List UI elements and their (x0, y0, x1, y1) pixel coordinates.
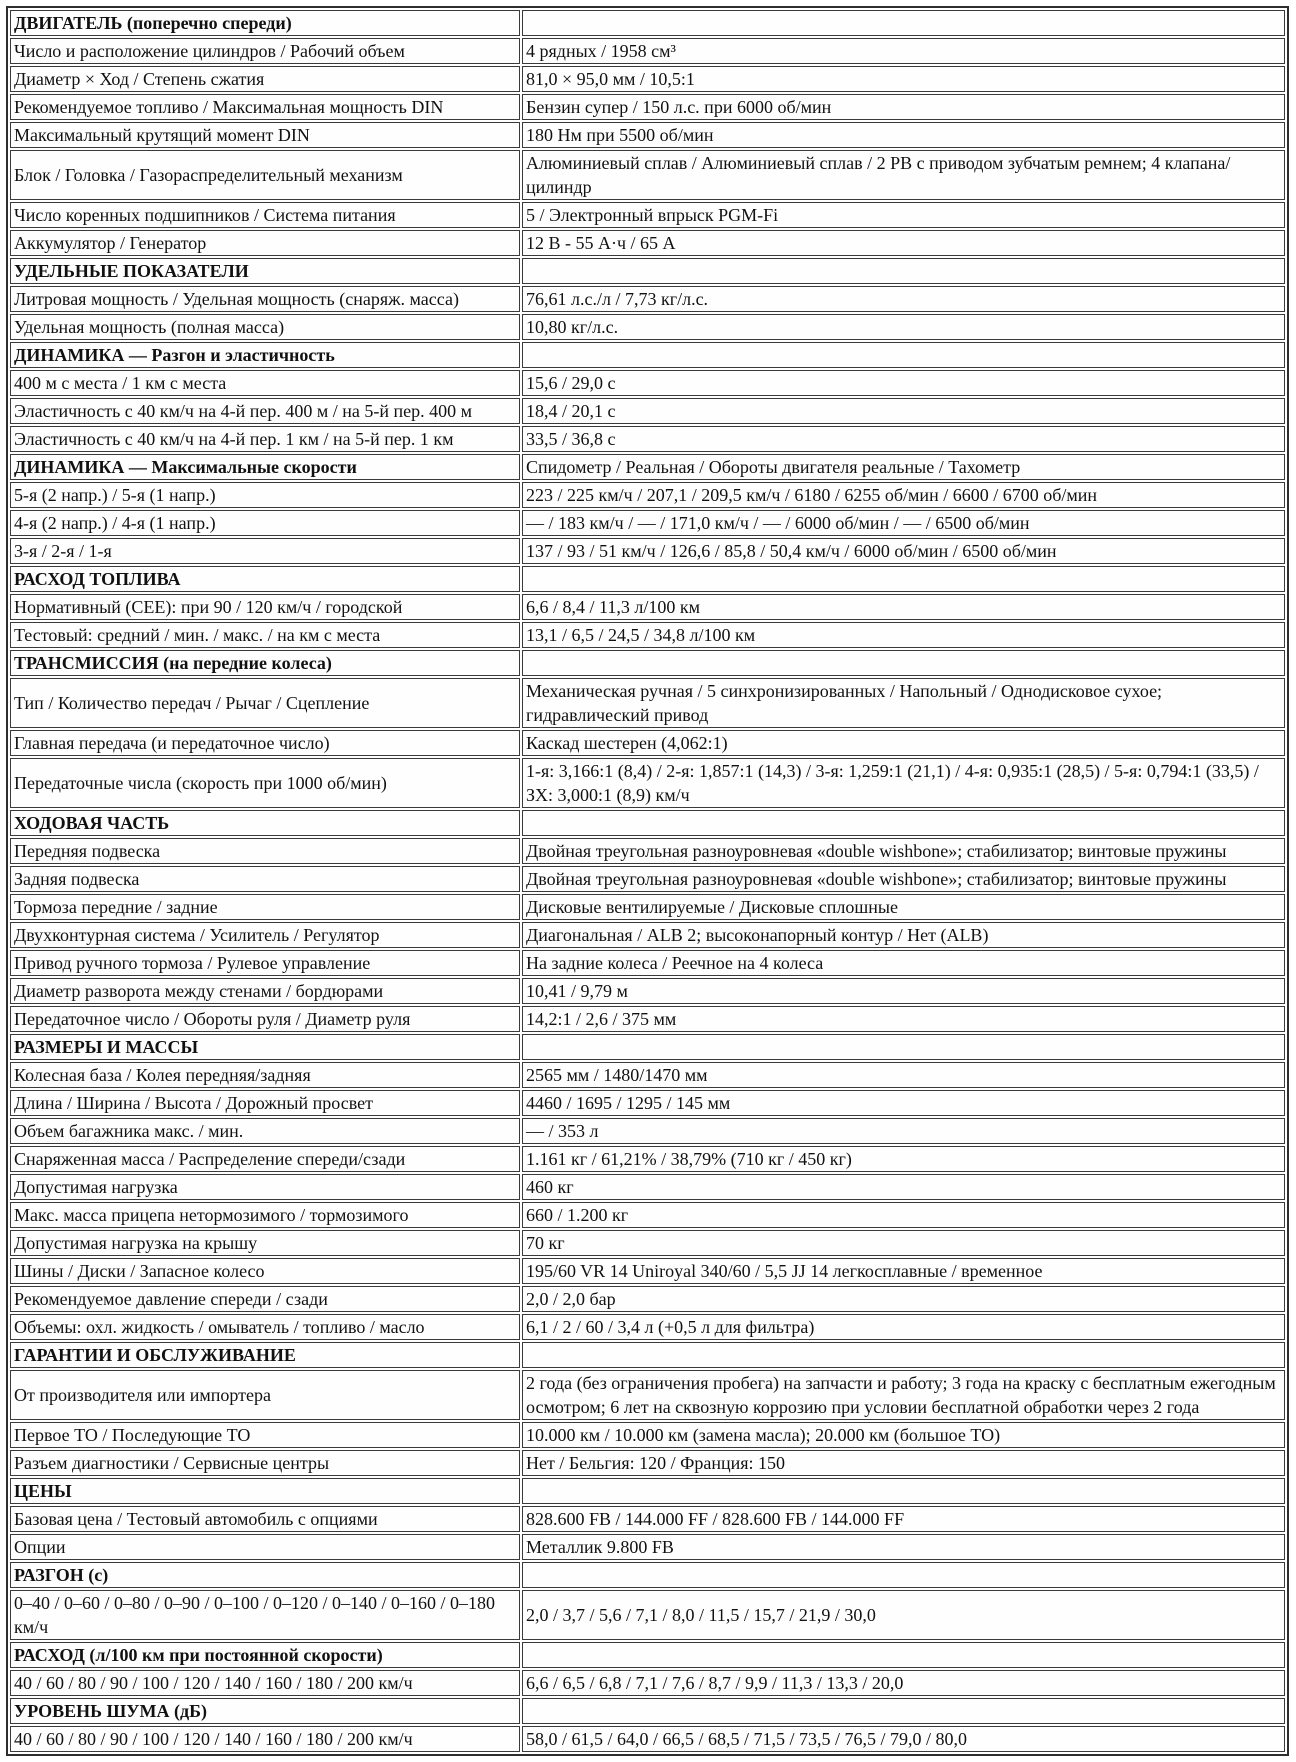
table-row (10, 950, 1285, 976)
spec-value: 5 / Электронный впрыск PGM-Fi (522, 202, 1285, 228)
table-row (10, 538, 1285, 564)
section-title: ДИНАМИКА — Разгон и эластичность (10, 342, 520, 368)
section-title: ДВИГАТЕЛЬ (поперечно спереди) (10, 10, 520, 36)
spec-label: Рекомендуемое давление спереди / сзади (10, 1286, 520, 1312)
section-title: ГАРАНТИИ И ОБСЛУЖИВАНИЕ (10, 1342, 520, 1368)
spec-label: 4-я (2 напр.) / 4-я (1 напр.) (10, 510, 520, 536)
spec-label: Диаметр × Ход / Степень сжатия (10, 66, 520, 92)
table-row (10, 1146, 1285, 1172)
section-row (10, 1642, 1285, 1668)
section-row (10, 342, 1285, 368)
spec-label: Допустимая нагрузка (10, 1174, 520, 1200)
spec-label: Разъем диагностики / Сервисные центры (10, 1450, 520, 1476)
section-title: ХОДОВАЯ ЧАСТЬ (10, 810, 520, 836)
spec-value (522, 566, 1285, 592)
spec-label: Двухконтурная система / Усилитель / Регулятор (10, 922, 520, 948)
table-row (10, 894, 1285, 920)
table-row (10, 1590, 1285, 1640)
spec-value: Двойная треугольная разноуровневая «double wishbone»; стабилизатор; винтовые пружины (522, 866, 1285, 892)
spec-label: Число и расположение цилиндров / Рабочий объем (10, 38, 520, 64)
table-row (10, 1258, 1285, 1284)
spec-value: 4 рядных / 1958 см³ (522, 38, 1285, 64)
table-row (10, 314, 1285, 340)
spec-value (522, 1562, 1285, 1588)
table-row (10, 202, 1285, 228)
spec-value (522, 1034, 1285, 1060)
spec-value: 137 / 93 / 51 км/ч / 126,6 / 85,8 / 50,4 км/ч / 6000 об/мин / 6500 об/мин (522, 538, 1285, 564)
spec-value (522, 10, 1285, 36)
spec-label: Нормативный (CEE): при 90 / 120 км/ч / городской (10, 594, 520, 620)
spec-value: 58,0 / 61,5 / 64,0 / 66,5 / 68,5 / 71,5 / 73,5 / 76,5 / 79,0 / 80,0 (522, 1726, 1285, 1752)
spec-label: Литровая мощность / Удельная мощность (снаряж. масса) (10, 286, 520, 312)
spec-value: 2 года (без ограничения пробега) на запчасти и работу; 3 года на краску с бесплатным ежегодным осмотром; 6 лет на сквозную коррозию при условии бесплатной обработки через 2 года (522, 1370, 1285, 1420)
section-row (10, 810, 1285, 836)
section-title: РАЗМЕРЫ И МАССЫ (10, 1034, 520, 1060)
section-row (10, 454, 1285, 480)
table-row (10, 1230, 1285, 1256)
table-row (10, 1062, 1285, 1088)
section-title: УРОВЕНЬ ШУМА (дБ) (10, 1698, 520, 1724)
spec-value: 2,0 / 3,7 / 5,6 / 7,1 / 8,0 / 11,5 / 15,7 / 21,9 / 30,0 (522, 1590, 1285, 1640)
spec-value: 6,6 / 6,5 / 6,8 / 7,1 / 7,6 / 8,7 / 9,9 / 11,3 / 13,3 / 20,0 (522, 1670, 1285, 1696)
table-row (10, 1670, 1285, 1696)
spec-label: Допустимая нагрузка на крышу (10, 1230, 520, 1256)
section-title: РАСХОД (л/100 км при постоянной скорости) (10, 1642, 520, 1668)
spec-label: 40 / 60 / 80 / 90 / 100 / 120 / 140 / 160 / 180 / 200 км/ч (10, 1726, 520, 1752)
table-row (10, 1506, 1285, 1532)
section-title: ТРАНСМИССИЯ (на передние колеса) (10, 650, 520, 676)
spec-label: Блок / Головка / Газораспределительный механизм (10, 150, 520, 200)
section-row (10, 1478, 1285, 1504)
table-row (10, 758, 1285, 808)
spec-value (522, 1478, 1285, 1504)
section-row (10, 258, 1285, 284)
spec-label: Максимальный крутящий момент DIN (10, 122, 520, 148)
table-row (10, 66, 1285, 92)
spec-label: Эластичность с 40 км/ч на 4-й пер. 400 м / на 5-й пер. 400 м (10, 398, 520, 424)
spec-value: Механическая ручная / 5 синхронизированных / Напольный / Однодисковое сухое; гидравлический привод (522, 678, 1285, 728)
spec-value: 81,0 × 95,0 мм / 10,5:1 (522, 66, 1285, 92)
spec-label: Число коренных подшипников / Система питания (10, 202, 520, 228)
spec-label: Длина / Ширина / Высота / Дорожный просвет (10, 1090, 520, 1116)
spec-value: 33,5 / 36,8 с (522, 426, 1285, 452)
spec-label: 400 м с места / 1 км с места (10, 370, 520, 396)
table-row (10, 370, 1285, 396)
section-row (10, 1034, 1285, 1060)
spec-value: 6,1 / 2 / 60 / 3,4 л (+0,5 л для фильтра) (522, 1314, 1285, 1340)
table-row (10, 1006, 1285, 1032)
table-row (10, 1726, 1285, 1752)
spec-label: Задняя подвеска (10, 866, 520, 892)
spec-value: 70 кг (522, 1230, 1285, 1256)
section-title: УДЕЛЬНЫЕ ПОКАЗАТЕЛИ (10, 258, 520, 284)
spec-value: 10,41 / 9,79 м (522, 978, 1285, 1004)
spec-value: Двойная треугольная разноуровневая «double wishbone»; стабилизатор; винтовые пружины (522, 838, 1285, 864)
spec-value (522, 342, 1285, 368)
section-row (10, 1698, 1285, 1724)
spec-value: Нет / Бельгия: 120 / Франция: 150 (522, 1450, 1285, 1476)
spec-value (522, 650, 1285, 676)
spec-value: 76,61 л.с./л / 7,73 кг/л.с. (522, 286, 1285, 312)
spec-table-body (10, 10, 1285, 1752)
table-row (10, 1422, 1285, 1448)
spec-label: Передаточные числа (скорость при 1000 об/мин) (10, 758, 520, 808)
section-title: РАЗГОН (с) (10, 1562, 520, 1588)
section-title: РАСХОД ТОПЛИВА (10, 566, 520, 592)
table-row (10, 1450, 1285, 1476)
table-row (10, 1286, 1285, 1312)
section-row (10, 1562, 1285, 1588)
spec-value: 1.161 кг / 61,21% / 38,79% (710 кг / 450 кг) (522, 1146, 1285, 1172)
spec-label: Аккумулятор / Генератор (10, 230, 520, 256)
table-row (10, 978, 1285, 1004)
spec-value: 460 кг (522, 1174, 1285, 1200)
spec-label: Удельная мощность (полная масса) (10, 314, 520, 340)
table-row (10, 286, 1285, 312)
table-row (10, 922, 1285, 948)
table-row (10, 398, 1285, 424)
spec-value: 12 В - 55 А·ч / 65 А (522, 230, 1285, 256)
spec-label: Передаточное число / Обороты руля / Диаметр руля (10, 1006, 520, 1032)
spec-value: Спидометр / Реальная / Обороты двигателя реальные / Тахометр (522, 454, 1285, 480)
spec-label: Главная передача (и передаточное число) (10, 730, 520, 756)
spec-value: Алюминиевый сплав / Алюминиевый сплав / 2 РВ с приводом зубчатым ремнем; 4 клапана/цилиндр (522, 150, 1285, 200)
spec-value: 1-я: 3,166:1 (8,4) / 2-я: 1,857:1 (14,3) / 3-я: 1,259:1 (21,1) / 4-я: 0,935:1 (28,5) / 5-я: 0,794:1 (33,5) / ЗХ: 3,000:1 (8,9) км/ч (522, 758, 1285, 808)
spec-value (522, 1642, 1285, 1668)
spec-value: 195/60 VR 14 Uniroyal 340/60 / 5,5 JJ 14 легкосплавные / временное (522, 1258, 1285, 1284)
spec-label: От производителя или импортера (10, 1370, 520, 1420)
table-row (10, 678, 1285, 728)
spec-label: Опции (10, 1534, 520, 1560)
spec-value: — / 353 л (522, 1118, 1285, 1144)
section-row (10, 650, 1285, 676)
spec-label: Первое ТО / Последующие ТО (10, 1422, 520, 1448)
spec-table (6, 6, 1289, 1756)
spec-label: 5-я (2 напр.) / 5-я (1 напр.) (10, 482, 520, 508)
spec-value: 10.000 км / 10.000 км (замена масла); 20.000 км (большое ТО) (522, 1422, 1285, 1448)
spec-label: Шины / Диски / Запасное колесо (10, 1258, 520, 1284)
section-row (10, 566, 1285, 592)
spec-value: — / 183 км/ч / — / 171,0 км/ч / — / 6000 об/мин / — / 6500 об/мин (522, 510, 1285, 536)
spec-value: 4460 / 1695 / 1295 / 145 мм (522, 1090, 1285, 1116)
spec-value: 6,6 / 8,4 / 11,3 л/100 км (522, 594, 1285, 620)
table-row (10, 426, 1285, 452)
spec-value: 14,2:1 / 2,6 / 375 мм (522, 1006, 1285, 1032)
spec-label: Объемы: охл. жидкость / омыватель / топливо / масло (10, 1314, 520, 1340)
spec-value: Дисковые вентилируемые / Дисковые сплошные (522, 894, 1285, 920)
spec-value: 2,0 / 2,0 бар (522, 1286, 1285, 1312)
table-row (10, 838, 1285, 864)
spec-value (522, 1698, 1285, 1724)
section-row (10, 1342, 1285, 1368)
spec-label: Диаметр разворота между стенами / бордюрами (10, 978, 520, 1004)
spec-label: Колесная база / Колея передняя/задняя (10, 1062, 520, 1088)
spec-value: Бензин супер / 150 л.с. при 6000 об/мин (522, 94, 1285, 120)
table-row (10, 594, 1285, 620)
section-row (10, 10, 1285, 36)
spec-label: Рекомендуемое топливо / Максимальная мощность DIN (10, 94, 520, 120)
spec-label: 40 / 60 / 80 / 90 / 100 / 120 / 140 / 160 / 180 / 200 км/ч (10, 1670, 520, 1696)
spec-label: Снаряженная масса / Распределение спереди/сзади (10, 1146, 520, 1172)
table-row (10, 38, 1285, 64)
spec-value: 180 Нм при 5500 об/мин (522, 122, 1285, 148)
spec-label: Передняя подвеска (10, 838, 520, 864)
spec-value: 2565 мм / 1480/1470 мм (522, 1062, 1285, 1088)
spec-value: Металлик 9.800 FB (522, 1534, 1285, 1560)
spec-label: 3-я / 2-я / 1-я (10, 538, 520, 564)
spec-value: Каскад шестерен (4,062:1) (522, 730, 1285, 756)
spec-value: 13,1 / 6,5 / 24,5 / 34,8 л/100 км (522, 622, 1285, 648)
spec-value (522, 1342, 1285, 1368)
section-title: ЦЕНЫ (10, 1478, 520, 1504)
spec-value: 223 / 225 км/ч / 207,1 / 209,5 км/ч / 6180 / 6255 об/мин / 6600 / 6700 об/мин (522, 482, 1285, 508)
table-row (10, 94, 1285, 120)
table-row (10, 866, 1285, 892)
spec-label: Тип / Количество передач / Рычаг / Сцепление (10, 678, 520, 728)
spec-value: На задние колеса / Реечное на 4 колеса (522, 950, 1285, 976)
spec-label: Тормоза передние / задние (10, 894, 520, 920)
table-row (10, 1202, 1285, 1228)
spec-value: 828.600 FB / 144.000 FF / 828.600 FB / 144.000 FF (522, 1506, 1285, 1532)
spec-label: Объем багажника макс. / мин. (10, 1118, 520, 1144)
spec-value: 18,4 / 20,1 с (522, 398, 1285, 424)
table-row (10, 1314, 1285, 1340)
spec-label: Тестовый: средний / мин. / макс. / на км с места (10, 622, 520, 648)
spec-label: Базовая цена / Тестовый автомобиль с опциями (10, 1506, 520, 1532)
table-row (10, 730, 1285, 756)
section-title: ДИНАМИКА — Максимальные скорости (10, 454, 520, 480)
spec-label: Привод ручного тормоза / Рулевое управление (10, 950, 520, 976)
spec-label: Макс. масса прицепа нетормозимого / тормозимого (10, 1202, 520, 1228)
table-row (10, 1174, 1285, 1200)
spec-label: Эластичность с 40 км/ч на 4-й пер. 1 км / на 5-й пер. 1 км (10, 426, 520, 452)
spec-value: 10,80 кг/л.с. (522, 314, 1285, 340)
table-row (10, 482, 1285, 508)
spec-value (522, 810, 1285, 836)
table-row (10, 230, 1285, 256)
spec-value: 15,6 / 29,0 с (522, 370, 1285, 396)
table-row (10, 1090, 1285, 1116)
table-row (10, 150, 1285, 200)
table-row (10, 622, 1285, 648)
table-row (10, 1534, 1285, 1560)
spec-value: 660 / 1.200 кг (522, 1202, 1285, 1228)
spec-value: Диагональная / ALB 2; высоконапорный контур / Нет (ALB) (522, 922, 1285, 948)
spec-value (522, 258, 1285, 284)
table-row (10, 122, 1285, 148)
table-row (10, 1118, 1285, 1144)
spec-label: 0–40 / 0–60 / 0–80 / 0–90 / 0–100 / 0–120 / 0–140 / 0–160 / 0–180 км/ч (10, 1590, 520, 1640)
table-row (10, 1370, 1285, 1420)
table-row (10, 510, 1285, 536)
